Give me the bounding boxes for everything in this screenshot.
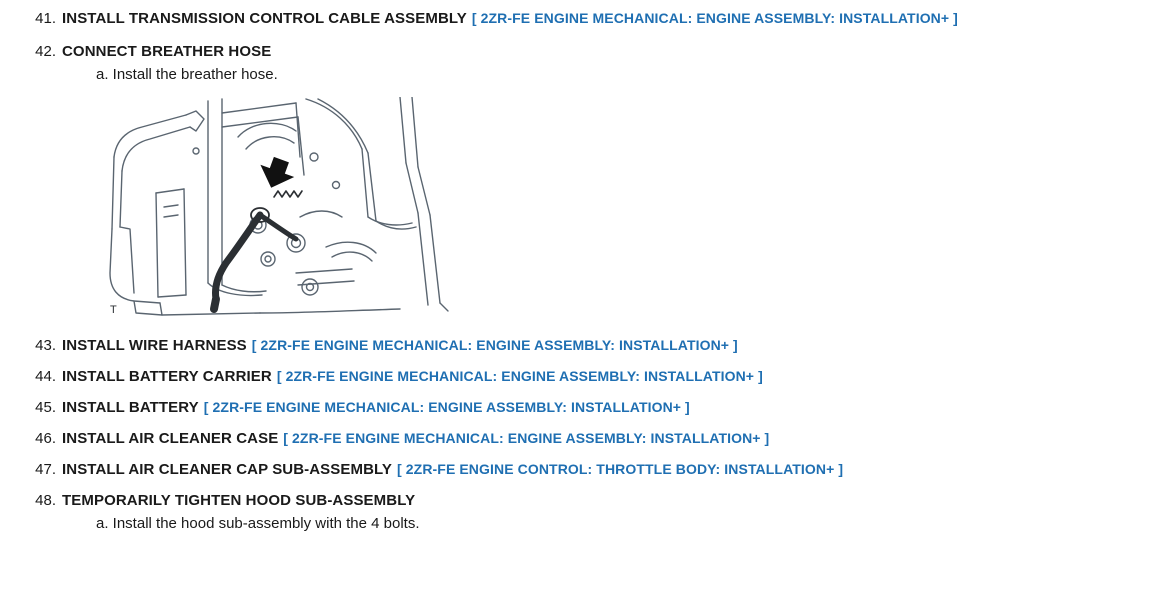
breather-hose-illustration <box>100 97 460 327</box>
step-number: 45. <box>35 399 56 416</box>
step-48 <box>0 492 1166 509</box>
step-number: 47. <box>35 461 56 478</box>
step-46 <box>0 430 1166 447</box>
step-title: INSTALL TRANSMISSION CONTROL CABLE ASSEMBLY <box>62 10 467 27</box>
step-title: INSTALL AIR CLEANER CAP SUB-ASSEMBLY <box>62 461 393 478</box>
step-title: CONNECT BREATHER HOSE <box>62 43 272 60</box>
step-reference-link[interactable]: [ 2ZR-FE ENGINE MECHANICAL: ENGINE ASSEMBLY: INSTALLATION+ ] <box>276 368 763 384</box>
step-title: INSTALL BATTERY CARRIER <box>62 368 272 385</box>
step-43 <box>0 337 1166 354</box>
step-title: INSTALL AIR CLEANER CASE <box>62 430 279 447</box>
step-number: 48. <box>35 492 56 509</box>
figure-callout: T <box>110 304 117 316</box>
step-42 <box>0 43 1166 60</box>
substep-text: a. Install the hood sub-assembly with the 4 bolts. <box>96 515 420 532</box>
step-44 <box>0 368 1166 385</box>
step-45 <box>0 399 1166 416</box>
step-reference-link[interactable]: [ 2ZR-FE ENGINE MECHANICAL: ENGINE ASSEMBLY: INSTALLATION+ ] <box>283 430 770 446</box>
step-41 <box>0 0 1166 27</box>
step-title: INSTALL WIRE HARNESS <box>62 337 247 354</box>
step-number: 46. <box>35 430 56 447</box>
step-reference-link[interactable]: [ 2ZR-FE ENGINE MECHANICAL: ENGINE ASSEMBLY: INSTALLATION+ ] <box>471 10 958 26</box>
step-number: 43. <box>35 337 56 354</box>
step-reference-link[interactable]: [ 2ZR-FE ENGINE MECHANICAL: ENGINE ASSEMBLY: INSTALLATION+ ] <box>251 337 738 353</box>
arrow-pointer <box>254 153 298 194</box>
step-reference-link[interactable]: [ 2ZR-FE ENGINE MECHANICAL: ENGINE ASSEMBLY: INSTALLATION+ ] <box>203 399 690 415</box>
step-reference-link[interactable]: [ 2ZR-FE ENGINE CONTROL: THROTTLE BODY: INSTALLATION+ ] <box>397 461 844 477</box>
figure-container <box>0 97 1166 327</box>
substep-text: a. Install the breather hose. <box>96 66 278 83</box>
step-title: INSTALL BATTERY <box>62 399 199 416</box>
step-title: TEMPORARILY TIGHTEN HOOD SUB-ASSEMBLY <box>62 492 416 509</box>
step-47 <box>0 461 1166 478</box>
step-number: 42. <box>35 43 56 60</box>
step-number: 41. <box>35 10 56 27</box>
step-number: 44. <box>35 368 56 385</box>
